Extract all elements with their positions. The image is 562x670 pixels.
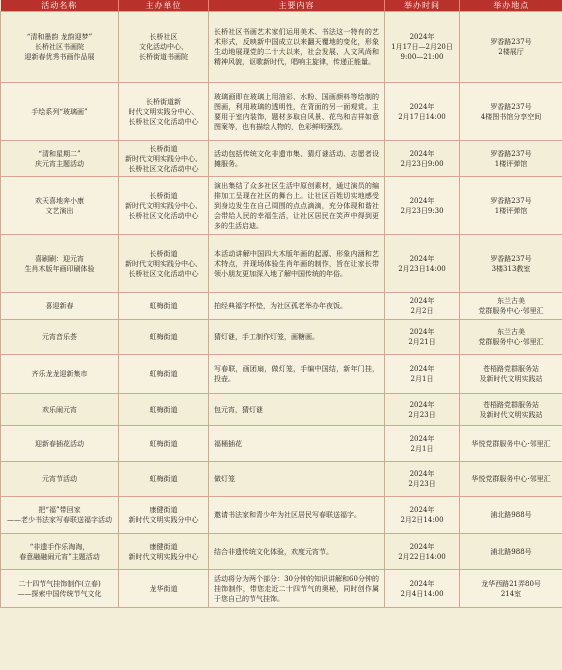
- content-cell: 长桥社区书画艺术家们运用美术、书法这一特有的艺术形式，反映新中国成立以来翻天覆地的变化，形象生动地展现党的二十大以来，社会发展、人文风尚和精神风貌，讴歌新时代，唱响主旋律，传递正能量。: [209, 12, 385, 83]
- content-cell: 活动包括传统文化非遗市集、猜灯谜活动、志愿者设摊服务。: [209, 141, 385, 177]
- activity-name-cell: 迎新春插花活动: [1, 426, 119, 462]
- activity-name-cell: 元宵节活动: [1, 462, 119, 497]
- header-place: 举办地点: [460, 0, 562, 12]
- organizer-cell: 康健街道 新时代文明实践分中心: [119, 497, 209, 534]
- header-content: 主要内容: [209, 0, 385, 12]
- table-row: [1, 320, 562, 355]
- content-cell: 邀请书法家和青少年为社区居民写春联送福字。: [209, 497, 385, 534]
- place-cell: 东兰古美 党群服务中心·邻里汇: [460, 320, 562, 355]
- activity-name-cell: “清和星期二” 庆元宵主题活动: [1, 141, 119, 177]
- table-row: [1, 83, 562, 141]
- time-cell: 2024年 2月4日14:00: [385, 570, 460, 608]
- activity-name-cell: 手绘系列“玻璃画”: [1, 83, 119, 141]
- activity-name-cell: “清和墨韵 龙韵迎梦” 长桥社区书画院 迎新春优秀书画作品展: [1, 12, 119, 83]
- content-cell: 做灯笼: [209, 462, 385, 497]
- content-cell: 包元宵，猜灯谜: [209, 394, 385, 426]
- organizer-cell: 康健街道 新时代文明实践分中心: [119, 534, 209, 570]
- table-row: [1, 534, 562, 570]
- activity-name-cell: 欢天喜地奔小康 文艺演出: [1, 177, 119, 235]
- place-cell: 华悦党群服务中心·邻里汇: [460, 462, 562, 497]
- organizer-cell: 龙华街道: [119, 570, 209, 608]
- content-cell: 结合非遗传统文化体验，欢度元宵节。: [209, 534, 385, 570]
- time-cell: 2024年 2月23日9:30: [385, 177, 460, 235]
- content-cell: 玻璃画即在玻璃上用油彩、水粉、国画颜料等绘制的图画，利用玻璃的透明性，在背面的另一面观赏。主要用于室内装饰，题材多取自风景、花鸟和吉祥如意图案等，也有描绘人物的，色彩鲜明强烈。: [209, 83, 385, 141]
- time-cell: 2024年 2月2日14:00: [385, 497, 460, 534]
- time-cell: 2024年 2月2日: [385, 293, 460, 320]
- time-cell: 2024年 2月23日: [385, 462, 460, 497]
- organizer-cell: 长桥街道新 时代文明实践分中心、 长桥社区文化活动中心: [119, 83, 209, 141]
- organizer-cell: 长桥街道 新时代文明实践分中心、 长桥社区文化活动中心: [119, 235, 209, 293]
- place-cell: 罗香路237号 1楼评弹馆: [460, 177, 562, 235]
- time-cell: 2024年 2月23日: [385, 394, 460, 426]
- activity-name-cell: 齐乐龙龙迎新集市: [1, 355, 119, 394]
- table-row: [1, 497, 562, 534]
- content-cell: 拍经典福字杯垫，为社区孤老举办年夜饭。: [209, 293, 385, 320]
- organizer-cell: 虹梅街道: [119, 320, 209, 355]
- time-cell: 2024年 2月17日14:00: [385, 83, 460, 141]
- organizer-cell: 长桥街道 新时代文明实践分中心、 长桥社区文化活动中心: [119, 141, 209, 177]
- activity-name-cell: 欢乐闹元宵: [1, 394, 119, 426]
- time-cell: 2024年 2月23日9:00: [385, 141, 460, 177]
- place-cell: 苍梧路党群服务站 及新时代文明实践站: [460, 394, 562, 426]
- table-row: [1, 426, 562, 462]
- table-row: [1, 177, 562, 235]
- organizer-cell: 长桥街道 新时代文明实践分中心、 长桥社区文化活动中心: [119, 177, 209, 235]
- table-row: [1, 355, 562, 394]
- place-cell: 罗香路237号 2楼展厅: [460, 12, 562, 83]
- table-body: [1, 12, 562, 608]
- organizer-cell: 虹梅街道: [119, 462, 209, 497]
- place-cell: 华悦党群服务中心·邻里汇: [460, 426, 562, 462]
- header-name: 活动名称: [1, 0, 119, 12]
- place-cell: 东兰古美 党群服务中心·邻里汇: [460, 293, 562, 320]
- place-cell: 罗香路237号 1楼评弹馆: [460, 141, 562, 177]
- place-cell: 苍梧路党群服务站 及新时代文明实践站: [460, 355, 562, 394]
- organizer-cell: 虹梅街道: [119, 394, 209, 426]
- content-cell: 福桶插花: [209, 426, 385, 462]
- activity-name-cell: 把“福”带回家 ——老少书法家写春联送福字活动: [1, 497, 119, 534]
- content-cell: 猜灯谜，手工制作灯笼，画糖画。: [209, 320, 385, 355]
- content-cell: 活动将分为两个部分：30分钟的知识讲解和60分钟的挂饰制作，带您走近二十四节气的奥秘，同时创作属于您自己的节气挂饰。: [209, 570, 385, 608]
- time-cell: 2024年 2月21日: [385, 320, 460, 355]
- content-cell: 本活动讲解中国四大木版年画的起源、形象内涵和艺术特点，并现场体验生肖年画的制作，旨在让家长带领小朋友更加深入地了解中国传统的年俗。: [209, 235, 385, 293]
- table-row: [1, 141, 562, 177]
- content-cell: 写春联，画团扇，做灯笼，手编中国结，新年门挂，投壶。: [209, 355, 385, 394]
- place-cell: 浦北路988号: [460, 497, 562, 534]
- organizer-cell: 虹梅街道: [119, 293, 209, 320]
- time-cell: 2024年 2月1日: [385, 355, 460, 394]
- activity-name-cell: “非遗手作乐淘淘， 春意融融闹元宵”主题活动: [1, 534, 119, 570]
- content-cell: 演出集结了众多社区生活中原创素材，通过演员的编排加工呈现在社区的舞台上。让社区百姓切实地感受到身边发生在自己周围的点点滴滴，充分体现和谐社会带给人民的幸福生活，让社区居民在笑声中得到更多的生活启迪。: [209, 177, 385, 235]
- organizer-cell: 虹梅街道: [119, 355, 209, 394]
- place-cell: 浦北路988号: [460, 534, 562, 570]
- place-cell: 罗香路237号 3楼313教室: [460, 235, 562, 293]
- organizer-cell: 虹梅街道: [119, 426, 209, 462]
- activity-name-cell: 喜刷刷：迎元宵 生肖木版年画印刷体验: [1, 235, 119, 293]
- header-organizer: 主办单位: [119, 0, 209, 12]
- table-row: [1, 570, 562, 608]
- table-row: [1, 394, 562, 426]
- place-cell: 罗香路237号 4楼图书馆分享空间: [460, 83, 562, 141]
- place-cell: 龙华西路21弄80号 214室: [460, 570, 562, 608]
- organizer-cell: 长桥社区 文化活动中心、 长桥街道书画院: [119, 12, 209, 83]
- activity-name-cell: 元宵音乐荟: [1, 320, 119, 355]
- time-cell: 2024年 2月22日14:00: [385, 534, 460, 570]
- table-row: [1, 12, 562, 83]
- table-header-row: [1, 0, 562, 12]
- table-row: [1, 462, 562, 497]
- activity-name-cell: 喜迎新春: [1, 293, 119, 320]
- time-cell: 2024年 2月1日: [385, 426, 460, 462]
- activity-name-cell: 二十四节气挂饰制作(立春) ——探索中国传统节气文化: [1, 570, 119, 608]
- time-cell: 2024年 2月23日14:00: [385, 235, 460, 293]
- table-row: [1, 293, 562, 320]
- table-row: [1, 235, 562, 293]
- header-time: 举办时间: [385, 0, 460, 12]
- time-cell: 2024年 1月17日—2月20日 9:00—21:00: [385, 12, 460, 83]
